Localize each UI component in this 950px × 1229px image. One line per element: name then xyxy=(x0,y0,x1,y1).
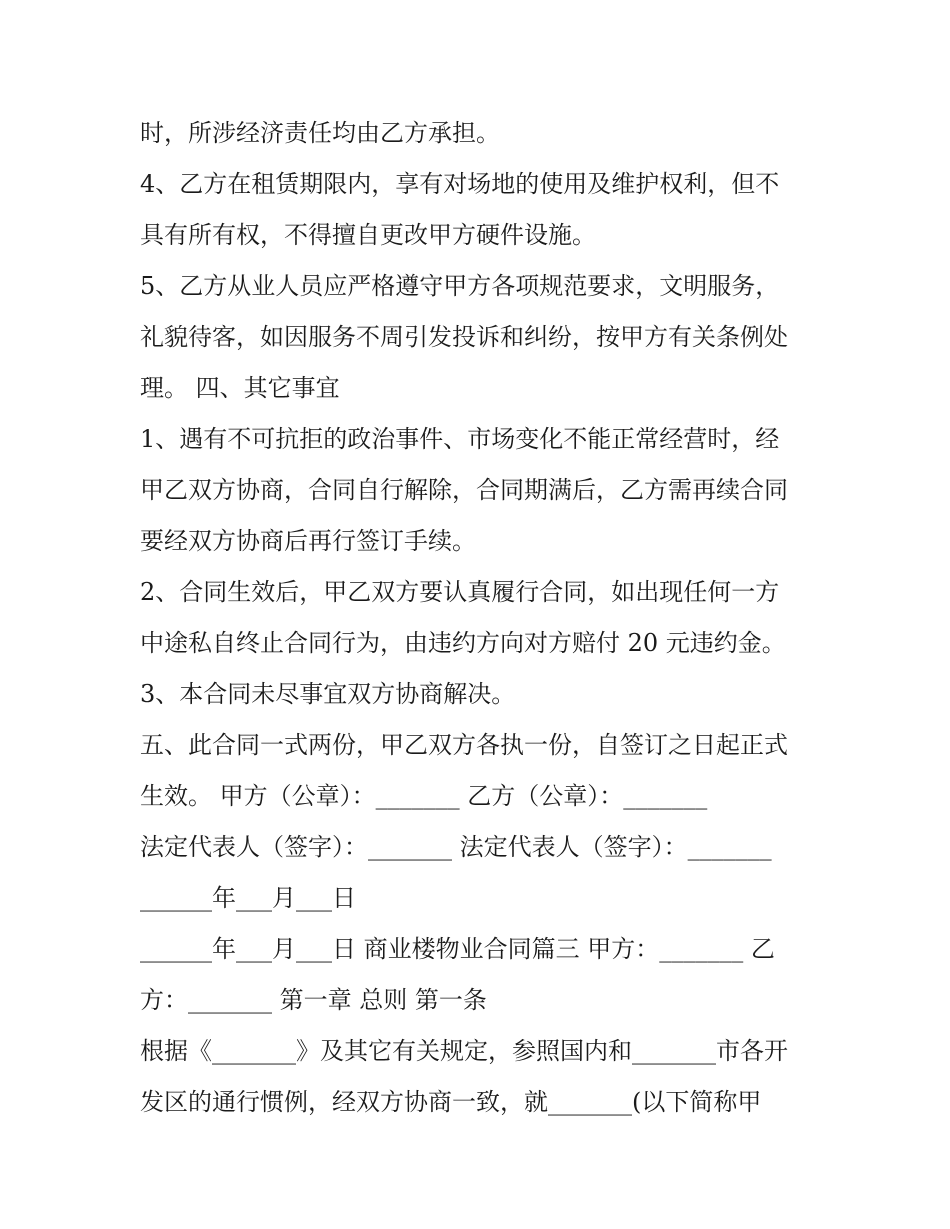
text-line: 五、此合同一式两份，甲乙双方各执一份，自签订之日起正式 xyxy=(140,731,788,759)
signature-line: 生效。 甲方（公章）：_______ 乙方（公章）：_______ xyxy=(140,782,708,810)
signature-line: 法定代表人（签字）：_______ 法定代表人（签字）：_______ xyxy=(140,833,772,861)
text-line: 中途私自终止合同行为，由违约方向对方赔付 20 元违约金。 xyxy=(140,629,786,657)
text-line: 时，所涉经济责任均由乙方承担。 xyxy=(140,119,500,147)
text-line: 理。 四、其它事宜 xyxy=(140,374,340,402)
date-line: ______年___月___日 xyxy=(140,884,356,912)
text-line: 具有所有权，不得擅自更改甲方硬件设施。 xyxy=(140,221,596,249)
text-line: 3、本合同未尽事宜双方协商解决。 xyxy=(140,680,516,708)
text-line: 4、乙方在租赁期限内，享有对场地的使用及维护权利，但不 xyxy=(140,170,780,198)
text-line: 甲乙双方协商，合同自行解除，合同期满后，乙方需再续合同 xyxy=(140,476,788,504)
text-line: ______年___月___日 商业楼物业合同篇三 甲方：_______ 乙 xyxy=(140,935,775,963)
text-line: 1、遇有不可抗拒的政治事件、市场变化不能正常经营时，经 xyxy=(140,425,780,453)
text-line: 方：_______ 第一章 总则 第一条 xyxy=(140,986,487,1014)
text-line: 根据《_______》及其它有关规定，参照国内和_______市各开 xyxy=(140,1037,788,1065)
text-line: 要经双方协商后再行签订手续。 xyxy=(140,527,476,555)
text-line: 礼貌待客，如因服务不周引发投诉和纠纷，按甲方有关条例处 xyxy=(140,323,788,351)
text-line: 2、合同生效后，甲乙双方要认真履行合同，如出现任何一方 xyxy=(140,578,780,606)
text-line: 发区的通行惯例，经双方协商一致，就_______(以下简称甲 xyxy=(140,1088,762,1116)
text-line: 5、乙方从业人员应严格遵守甲方各项规范要求，文明服务， xyxy=(140,272,780,300)
contract-text xyxy=(140,108,820,1128)
